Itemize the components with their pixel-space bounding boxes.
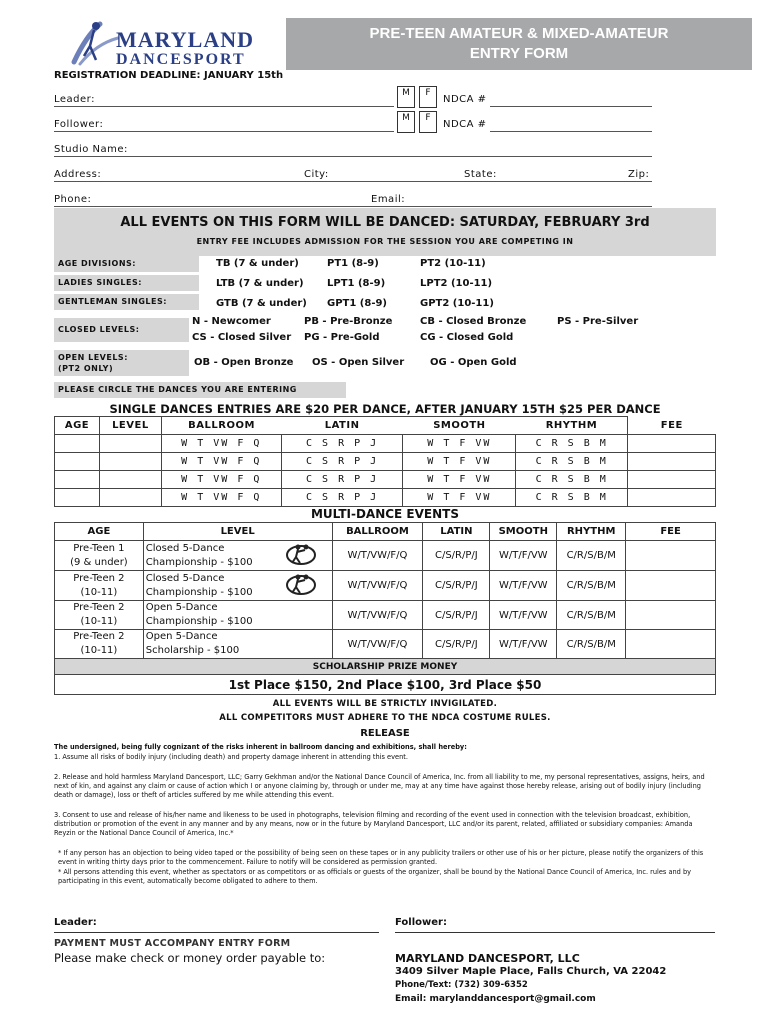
org-address: 3409 Silver Maple Place, Falls Church, VA 22042: [395, 966, 667, 977]
follower-f-checkbox[interactable]: F: [419, 111, 437, 133]
follower-ndca-input[interactable]: [490, 131, 652, 132]
release-p2: 2. Release and hold harmless Maryland Dancesport, LLC; Garry Gekhman and/or the National Dance Council of America, Inc. from all liability to me, my personal representatives, assigns, heirs, and next of kin, and against any claim or cause of action which I or anyone claiming by, through or under me, may at any time have against those hereby release, arising out of bodily injury (including death or damage), loss or theft of articles suffered by me while attending this event.: [54, 773, 705, 799]
rhythm-dances[interactable]: C/R/S/B/M: [557, 630, 626, 659]
rhythm-dances[interactable]: C R S B M: [516, 453, 628, 471]
leader-label: Leader:: [54, 94, 95, 105]
latin-dances[interactable]: C S R P J: [281, 471, 403, 489]
closed-levels-label: CLOSED LEVELS:: [54, 318, 189, 342]
smooth-dances[interactable]: W T F VW: [403, 453, 516, 471]
level-cell: [143, 601, 271, 630]
level-cg: CG - Closed Gold: [420, 332, 514, 343]
table-row: [55, 489, 716, 507]
smooth-dances[interactable]: W T F VW: [403, 435, 516, 453]
leader-input[interactable]: [54, 106, 394, 107]
level-pb: PB - Pre-Bronze: [304, 316, 393, 327]
address-input[interactable]: [54, 181, 652, 182]
age-line1: Pre-Teen 2: [73, 631, 125, 642]
table-row: [55, 453, 716, 471]
level-cell: [143, 541, 271, 571]
dance-couple-icon: [285, 571, 317, 597]
age-line2: (9 & under): [70, 556, 128, 568]
division-pt1: PT1 (8-9): [327, 258, 379, 269]
level-cell: [143, 630, 271, 659]
release-p3: 3. Consent to use and release of his/her name and likeness to be used in photographs, television filming and recording of the event used in connection with the television broadcast, exhibition, distribution or promotion of the event in any manner and by any means, now or in the future by Maryland Dancesport, LLC and/or its parent, related, affiliated or subsidiary companies: Amanda Reyzin or the National Dance Council of America, Inc.*: [54, 811, 693, 837]
age-line2: (10-11): [80, 645, 118, 656]
fee-cell[interactable]: [626, 541, 716, 571]
col-ballroom: BALLROOM: [161, 417, 281, 435]
state-label: State:: [464, 169, 497, 180]
level-cell[interactable]: [99, 471, 161, 489]
logo: [66, 16, 286, 70]
latin-dances[interactable]: C S R P J: [281, 489, 403, 507]
level-line2: Scholarship - $100: [145, 645, 240, 656]
age-cell: [55, 601, 144, 630]
level-os: OS - Open Silver: [312, 357, 405, 368]
table-row: [55, 435, 716, 453]
icon-cell: [271, 601, 332, 630]
age-cell[interactable]: [55, 489, 100, 507]
fee-cell[interactable]: [626, 630, 716, 659]
form-title: [286, 18, 752, 70]
single-dances-heading: SINGLE DANCES ENTRIES ARE $20 PER DANCE, AFTER JANUARY 15TH $25 PER DANCE: [109, 402, 661, 416]
level-og: OG - Open Gold: [430, 357, 517, 368]
level-cb: CB - Closed Bronze: [420, 316, 527, 327]
release-text: [54, 743, 716, 891]
ballroom-dances[interactable]: W/T/VW/F/Q: [332, 571, 423, 601]
col-latin: LATIN: [281, 417, 403, 435]
age-line1: Pre-Teen 1: [73, 542, 125, 554]
title-line1: PRE-TEEN AMATEUR & MIXED-AMATEUR: [369, 25, 669, 42]
open-levels-label: [54, 350, 189, 376]
multi-dance-table: [54, 522, 716, 695]
table-row: [55, 471, 716, 489]
level-line1: Closed 5-Dance: [145, 572, 225, 584]
age-line1: Pre-Teen 2: [73, 572, 125, 584]
leader-ndca-label: NDCA #: [443, 94, 487, 105]
smooth-dances[interactable]: W/T/F/VW: [490, 571, 557, 601]
level-line2: Championship - $100: [145, 556, 253, 568]
division-gpt1: GPT1 (8-9): [327, 298, 388, 309]
division-gpt2: GPT2 (10-11): [420, 298, 494, 309]
col-smooth: SMOOTH: [403, 417, 516, 435]
org-phone: Phone/Text: (732) 309-6352: [395, 980, 528, 990]
follower-input[interactable]: [54, 131, 394, 132]
age-line2: (10-11): [80, 586, 118, 598]
events-date: ALL EVENTS ON THIS FORM WILL BE DANCED: SATURDAY, FEBRUARY 3rd: [120, 215, 650, 230]
icon-cell: [271, 630, 332, 659]
division-lpt2: LPT2 (10-11): [420, 278, 493, 289]
city-label: City:: [304, 169, 329, 180]
scholarship-prize-title: SCHOLARSHIP PRIZE MONEY: [55, 659, 716, 675]
level-n: N - Newcomer: [192, 316, 271, 327]
latin-dances[interactable]: C/S/R/P/J: [423, 571, 490, 601]
level-line2: Championship - $100: [145, 616, 253, 627]
division-gtb: GTB (7 & under): [216, 298, 307, 309]
multi-col-fee: FEE: [626, 523, 716, 541]
payment-title: PAYMENT MUST ACCOMPANY ENTRY FORM: [54, 938, 291, 949]
table-row: [55, 601, 716, 630]
fee-cell[interactable]: [628, 471, 716, 489]
dance-couple-icon: [285, 541, 317, 567]
smooth-dances[interactable]: W T F VW: [403, 489, 516, 507]
age-cell: [55, 541, 144, 571]
release-p4: * If any person has an objection to being video taped or the possibility of being seen on these tapes or in any publicity trailers or other use of his or her picture, please notify the organizers of this event in writing thirty days prior to the commencement. Failure to notify will be considered as permission granted.: [58, 849, 704, 866]
smooth-dances[interactable]: W/T/F/VW: [490, 541, 557, 571]
studio-label: Studio Name:: [54, 144, 128, 155]
rhythm-dances[interactable]: C R S B M: [516, 471, 628, 489]
col-level: LEVEL: [99, 417, 161, 435]
rhythm-dances[interactable]: C R S B M: [516, 435, 628, 453]
ballroom-dances[interactable]: W T VW F Q: [161, 489, 281, 507]
rhythm-dances[interactable]: C/R/S/B/M: [557, 541, 626, 571]
release-p1: 1. Assume all risks of bodily injury (including death) and property damage inherent in attending this event.: [54, 753, 408, 761]
age-line2: (10-11): [80, 616, 118, 627]
level-cs: CS - Closed Silver: [192, 332, 292, 343]
division-pt2: PT2 (10-11): [420, 258, 486, 269]
fee-cell[interactable]: [628, 435, 716, 453]
gentleman-singles-label: GENTLEMAN SINGLES:: [54, 294, 199, 310]
follower-signature-label: Follower:: [395, 917, 447, 928]
zip-label: Zip:: [628, 169, 650, 180]
address-label: Address:: [54, 169, 102, 180]
level-line1: Open 5-Dance: [145, 602, 218, 613]
table-row: [55, 571, 716, 601]
circle-dances-note: PLEASE CIRCLE THE DANCES YOU ARE ENTERING: [54, 382, 346, 398]
multi-col-ballroom: BALLROOM: [332, 523, 423, 541]
multi-dance-heading: MULTI-DANCE EVENTS: [310, 507, 459, 521]
icon-cell: [271, 571, 332, 601]
multi-col-rhythm: RHYTHM: [557, 523, 626, 541]
invigilated-notice: ALL EVENTS WILL BE STRICTLY INVIGILATED.: [272, 699, 498, 709]
rhythm-dances[interactable]: C/R/S/B/M: [557, 571, 626, 601]
multi-col-smooth: SMOOTH: [490, 523, 557, 541]
release-intro: The undersigned, being fully cognizant of the risks inherent in ballroom dancing and exhibitions, shall hereby:: [54, 743, 467, 751]
ballroom-dances[interactable]: W/T/VW/F/Q: [332, 601, 423, 630]
org-name: MARYLAND DANCESPORT, LLC: [395, 952, 580, 965]
rhythm-dances[interactable]: C/R/S/B/M: [557, 601, 626, 630]
level-ob: OB - Open Bronze: [194, 357, 294, 368]
follower-signature-input[interactable]: [395, 932, 715, 933]
latin-dances[interactable]: C S R P J: [281, 453, 403, 471]
division-ltb: LTB (7 & under): [216, 278, 304, 289]
age-line1: Pre-Teen 2: [73, 602, 125, 613]
logo-line1: MARYLAND: [116, 27, 254, 52]
table-row: [55, 541, 716, 571]
ballroom-dances[interactable]: W/T/VW/F/Q: [332, 541, 423, 571]
division-tb: TB (7 & under): [216, 258, 299, 269]
smooth-dances[interactable]: W/T/F/VW: [490, 601, 557, 630]
col-fee: FEE: [628, 417, 716, 435]
email-label: Email:: [371, 194, 406, 205]
ballroom-dances[interactable]: W/T/VW/F/Q: [332, 630, 423, 659]
ballroom-dances[interactable]: W T VW F Q: [161, 471, 281, 489]
age-cell[interactable]: [55, 435, 100, 453]
entry-fee-note: ENTRY FEE INCLUDES ADMISSION FOR THE SESSION YOU ARE COMPETING IN: [196, 237, 574, 246]
release-p5: * All persons attending this event, whether as spectators or as competitors or as officials or guests of the organizer, shall be bound by the National Dance Council of America, Inc. rules and by participating in this event, automatically become obligated to adhere to them.: [58, 868, 692, 885]
fee-cell[interactable]: [628, 453, 716, 471]
col-age: AGE: [55, 417, 100, 435]
leader-signature-input[interactable]: [54, 932, 379, 933]
leader-signature-label: Leader:: [54, 917, 97, 928]
single-dances-table: [54, 416, 716, 507]
age-cell[interactable]: [55, 453, 100, 471]
latin-dances[interactable]: C/S/R/P/J: [423, 601, 490, 630]
latin-dances[interactable]: C/S/R/P/J: [423, 541, 490, 571]
latin-dances[interactable]: C/S/R/P/J: [423, 630, 490, 659]
ladies-singles-label: LADIES SINGLES:: [54, 275, 199, 291]
level-cell[interactable]: [99, 435, 161, 453]
ballroom-dances[interactable]: W T VW F Q: [161, 453, 281, 471]
fee-cell[interactable]: [626, 571, 716, 601]
level-cell[interactable]: [99, 453, 161, 471]
studio-input[interactable]: [54, 156, 652, 157]
level-cell[interactable]: [99, 489, 161, 507]
phone-email-input[interactable]: [54, 206, 652, 207]
open-levels-line2: (PT2 ONLY): [58, 364, 114, 373]
costume-notice: ALL COMPETITORS MUST ADHERE TO THE NDCA COSTUME RULES.: [219, 713, 551, 723]
open-levels-line1: OPEN LEVELS:: [58, 353, 128, 362]
level-line2: Championship - $100: [145, 586, 253, 598]
org-email[interactable]: Email: marylanddancesport@gmail.com: [395, 994, 596, 1004]
prize-amounts: 1st Place $150, 2nd Place $100, 3rd Place $50: [55, 675, 716, 695]
smooth-dances[interactable]: W/T/F/VW: [490, 630, 557, 659]
age-cell[interactable]: [55, 471, 100, 489]
multi-col-latin: LATIN: [423, 523, 490, 541]
leader-ndca-input[interactable]: [490, 106, 652, 107]
division-lpt1: LPT1 (8-9): [327, 278, 386, 289]
level-ps: PS - Pre-Silver: [557, 316, 639, 327]
follower-m-checkbox[interactable]: M: [397, 111, 415, 133]
phone-label: Phone:: [54, 194, 92, 205]
multi-col-age: AGE: [55, 523, 144, 541]
level-line1: Closed 5-Dance: [145, 542, 225, 554]
ballroom-dances[interactable]: W T VW F Q: [161, 435, 281, 453]
release-title: RELEASE: [360, 728, 410, 739]
age-cell: [55, 630, 144, 659]
logo-line2: DANCESPORT: [116, 51, 246, 68]
table-row: [55, 630, 716, 659]
follower-ndca-label: NDCA #: [443, 119, 487, 130]
icon-cell: [271, 541, 332, 571]
title-line2: ENTRY FORM: [469, 45, 569, 62]
registration-deadline: REGISTRATION DEADLINE: JANUARY 15th: [54, 70, 284, 81]
col-rhythm: RHYTHM: [516, 417, 628, 435]
rhythm-dances[interactable]: C R S B M: [516, 489, 628, 507]
age-divisions-label: AGE DIVISIONS:: [54, 256, 199, 272]
level-pg: PG - Pre-Gold: [304, 332, 380, 343]
fee-cell[interactable]: [626, 601, 716, 630]
level-cell: [143, 571, 271, 601]
multi-col-level: LEVEL: [143, 523, 332, 541]
latin-dances[interactable]: C S R P J: [281, 435, 403, 453]
level-line1: Open 5-Dance: [145, 631, 218, 642]
leader-f-checkbox[interactable]: F: [419, 86, 437, 108]
age-cell: [55, 571, 144, 601]
leader-m-checkbox[interactable]: M: [397, 86, 415, 108]
events-banner: [54, 208, 716, 256]
follower-label: Follower:: [54, 119, 104, 130]
smooth-dances[interactable]: W T F VW: [403, 471, 516, 489]
fee-cell[interactable]: [628, 489, 716, 507]
payment-text: Please make check or money order payable to:: [54, 951, 326, 965]
